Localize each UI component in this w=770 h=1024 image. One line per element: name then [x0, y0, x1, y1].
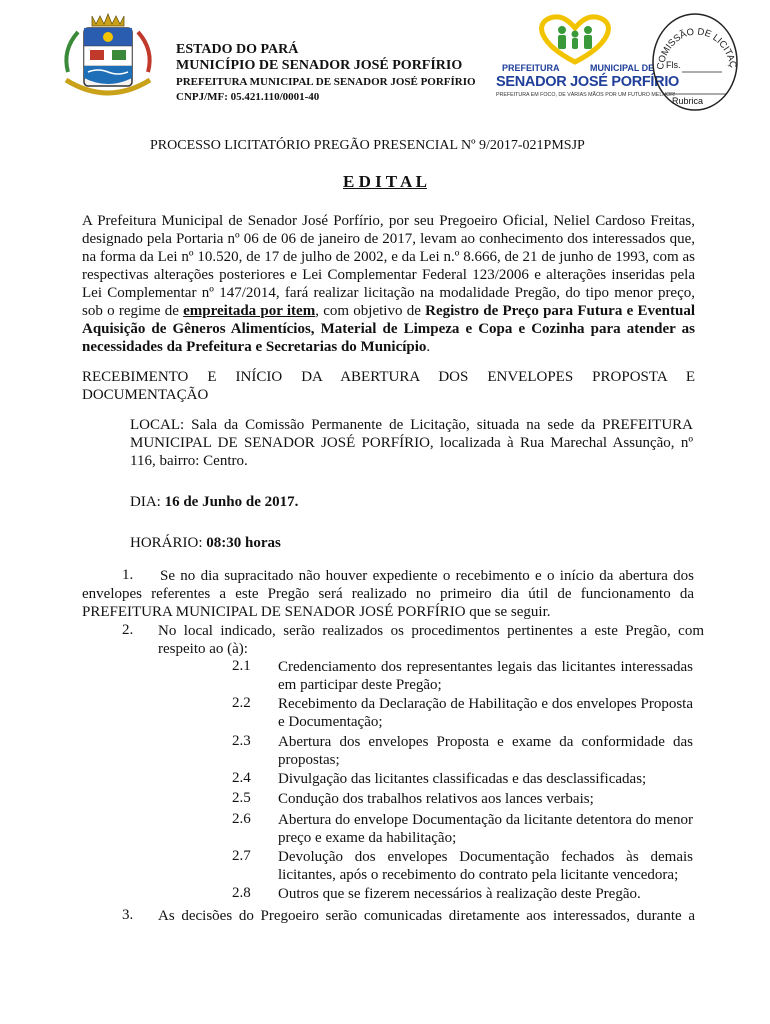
edital-title: E D I T A L	[343, 172, 427, 191]
subitem-number: 2.7	[232, 848, 251, 864]
item-text: Se no dia supracitado não houver expediente o recebimento e o início da abertura dos envelopes referentes a este Pregão será realizado no primeiro dia útil de funcionamento da PREFEITURA MUNICIPAL DE SENADOR JOSÉ PORFÍRIO que se seguir.	[82, 568, 694, 620]
subitem-number: 2.5	[232, 790, 251, 806]
stamp-rubrica-label: Rubrica	[672, 96, 704, 106]
intro-object: Registro de Preço para Futura e Eventual Aquisição de Gêneros Alimentícios, Material de Limpeza e Copa e Cozinha para atender as necessidades da Prefeitura e Secretarias do Município	[82, 303, 695, 355]
brand-prefeitura: PREFEITURA	[502, 63, 560, 73]
intro-text-end: .	[426, 339, 431, 355]
subitem-number: 2.6	[232, 811, 251, 827]
dia-label: DIA:	[130, 494, 165, 510]
subitem-text: Outros que se fizerem necessários à realização deste Pregão.	[278, 886, 641, 902]
coat-of-arms-logo	[58, 10, 158, 100]
subitem-text: Recebimento da Declaração de Habilitação e dos envelopes Proposta e Documentação;	[278, 696, 693, 730]
item-number: 1.	[122, 567, 134, 583]
local-paragraph: LOCAL: Sala da Comissão Permanente de Licitação, situada na sede da PREFEITURA MUNICIPAL DE SENADOR JOSÉ PORFÍRIO, localizada à Rua Marechal Assunção, nº 116, bairro: Centro.	[130, 417, 693, 469]
svg-text:COMISSÃO DE LICITAÇÃO	[650, 12, 738, 71]
header-cnpj: CNPJ/MF: 05.421.110/0001-40	[176, 91, 320, 103]
item-text: No local indicado, serão realizados os procedimentos pertinentes a este Pregão, com respeito ao (à):	[158, 623, 704, 657]
header-state: ESTADO DO PARÁ	[176, 42, 299, 57]
intro-paragraph	[82, 212, 695, 356]
item-number: 3.	[122, 907, 134, 923]
stamp-fls-label: Fls.	[666, 60, 681, 70]
subitem-text: Abertura dos envelopes Proposta e exame da conformidade das propostas;	[278, 734, 693, 768]
dia-value: 16 de Junho de 2017.	[164, 494, 299, 510]
subitem-number: 2.8	[232, 885, 251, 901]
item-text: As decisões do Pregoeiro serão comunicadas diretamente aos interessados, durante a	[158, 908, 695, 924]
intro-regime: empreitada por item	[183, 303, 316, 319]
process-title	[150, 138, 585, 154]
header-prefecture: PREFEITURA MUNICIPAL DE SENADOR JOSÉ PORFÍRIO	[176, 76, 476, 88]
brand-slogan: PREFEITURA EM FOCO, DE VÁRIAS MÃOS POR UM FUTURO MELHOR!	[496, 92, 676, 98]
subitem-number: 2.4	[232, 770, 251, 786]
horario-value: 08:30 horas	[206, 535, 281, 551]
subitem-number: 2.2	[232, 695, 251, 711]
item-number: 2.	[122, 622, 134, 638]
subitem-number: 2.3	[232, 733, 251, 749]
subitem-text: Condução dos trabalhos relativos aos lances verbais;	[278, 791, 594, 807]
process-title-text: PROCESSO LICITATÓRIO PREGÃO PRESENCIAL Nº 9/2017-021PMSJP	[150, 138, 585, 153]
stamp-arc-text: COMISSÃO DE LICITAÇ	[654, 26, 739, 71]
commission-stamp	[650, 12, 740, 112]
brand-municipal-de: MUNICIPAL DE	[590, 63, 655, 73]
subitem-text: Divulgação das licitantes classificadas e das desclassificadas;	[278, 771, 647, 787]
subitem-text: Credenciamento dos representantes legais das licitantes interessadas em participar deste Pregão;	[278, 659, 693, 693]
intro-text-2: , com objetivo de	[315, 303, 426, 319]
horario-line	[130, 535, 281, 552]
family-heart-icon	[530, 14, 620, 66]
reception-title: RECEBIMENTO E INÍCIO DA ABERTURA DOS ENVELOPES PROPOSTA E DOCUMENTAÇÃO	[82, 369, 695, 403]
dia-line	[130, 494, 298, 511]
subitem-text: Abertura do envelope Documentação da licitante detentora do menor preço e exame da habilitação;	[278, 812, 693, 846]
header-municipality: MUNICÍPIO DE SENADOR JOSÉ PORFÍRIO	[176, 58, 463, 73]
intro-text-1: A Prefeitura Municipal de Senador José Porfírio, por seu Pregoeiro Oficial, Neliel Cardoso Freitas, designado pela Portaria nº 06 de 06 de janeiro de 2017, levam ao conhecimento dos interessados que, na forma da Lei nº 10.520, de 17 de julho de 2002, e da Lei n.º 8.666, de 21 de junho de 1993, com as respectivas alterações posteriores e Lei Complementar Federal 123/2006 e alterações inseridas pela Lei Complementar nº 147/2014, fará realizar licitação na modalidade Pregão, do tipo menor preço, sob o regime de	[82, 213, 695, 319]
horario-label: HORÁRIO:	[130, 535, 207, 551]
brand-name: SENADOR JOSÉ PORFÍRIO	[496, 74, 680, 90]
subitem-text: Devolução dos envelopes Documentação fechados às demais licitantes, após o recebimento do contrato pela licitante vencedora;	[278, 849, 693, 883]
subitem-number: 2.1	[232, 658, 251, 674]
